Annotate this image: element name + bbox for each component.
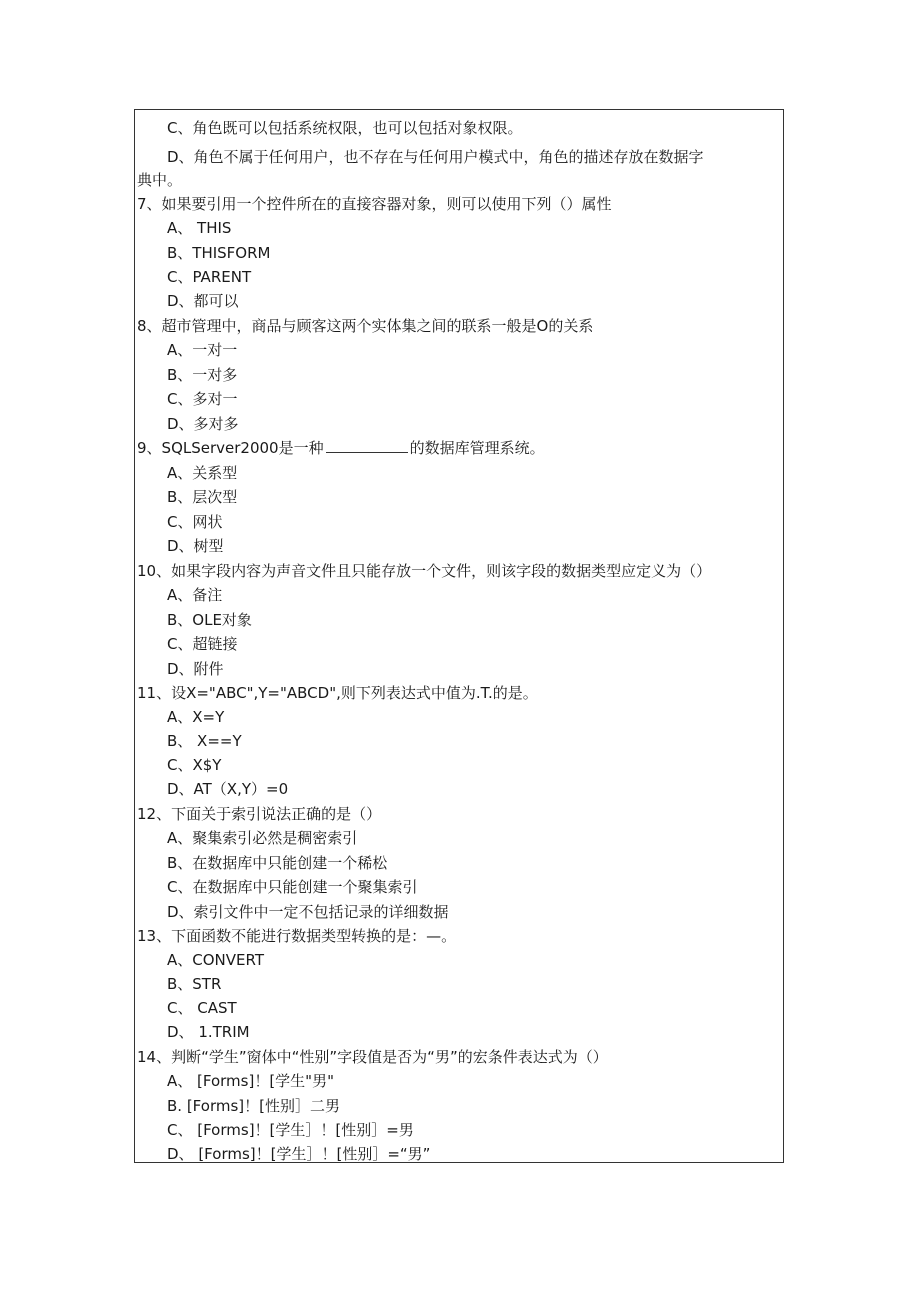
option-line: B、OLE对象 bbox=[167, 611, 252, 629]
option-line: C、超链接 bbox=[167, 635, 238, 653]
option-line: C、角色既可以包括系统权限，也可以包括对象权限。 bbox=[167, 119, 523, 137]
option-line: D、附件 bbox=[167, 660, 224, 678]
document-frame bbox=[134, 109, 784, 1163]
question-9 bbox=[137, 438, 545, 458]
option-line: D、AT（X,Y）=0 bbox=[167, 780, 289, 798]
fill-in-blank bbox=[326, 438, 408, 453]
option-line: C、 [Forms]！[学生］！[性别］=男 bbox=[167, 1121, 414, 1139]
option-line: D、索引文件中一定不包括记录的详细数据 bbox=[167, 903, 449, 921]
option-line: B、层次型 bbox=[167, 488, 238, 506]
option-line: B. [Forms]！[性别］二男 bbox=[167, 1097, 340, 1115]
option-line: D、角色不属于任何用户，也不存在与任何用户模式中，角色的描述存放在数据字 bbox=[167, 148, 704, 166]
question-10: 10、如果字段内容为声音文件且只能存放一个文件，则该字段的数据类型应定义为（） bbox=[137, 562, 712, 580]
option-line: A、 [Forms]！[学生"男" bbox=[167, 1072, 334, 1090]
option-line: C、X$Y bbox=[167, 756, 222, 774]
option-line: C、网状 bbox=[167, 513, 223, 531]
option-line: A、关系型 bbox=[167, 464, 238, 482]
question-8: 8、超市管理中，商品与顾客这两个实体集之间的联系一般是O的关系 bbox=[137, 317, 594, 335]
option-line: A、一对一 bbox=[167, 341, 238, 359]
option-line: C、PARENT bbox=[167, 268, 252, 286]
option-line: A、聚集索引必然是稠密索引 bbox=[167, 829, 358, 847]
option-line: C、 CAST bbox=[167, 999, 237, 1017]
option-line: B、一对多 bbox=[167, 366, 238, 384]
option-line: D、树型 bbox=[167, 537, 224, 555]
option-line: A、X=Y bbox=[167, 708, 225, 726]
option-line: C、在数据库中只能创建一个聚集索引 bbox=[167, 878, 418, 896]
option-line: D、 1.TRIM bbox=[167, 1023, 250, 1041]
option-line: D、都可以 bbox=[167, 292, 239, 310]
question-7: 7、如果要引用一个控件所在的直接容器对象，则可以使用下列（）属性 bbox=[137, 195, 612, 213]
question-11: 11、设X="ABC",Y="ABCD",则下列表达式中值为.T.的是。 bbox=[137, 684, 538, 702]
option-line: B、 X==Y bbox=[167, 732, 242, 750]
question-14: 14、判断“学生”窗体中“性别”字段值是否为“男”的宏条件表达式为（） bbox=[137, 1048, 608, 1066]
option-line: D、多对多 bbox=[167, 415, 239, 433]
question-12: 12、下面关于索引说法正确的是（） bbox=[137, 805, 382, 823]
option-line: A、 THIS bbox=[167, 219, 232, 237]
question-13: 13、下面函数不能进行数据类型转换的是：—。 bbox=[137, 927, 457, 945]
option-line: B、在数据库中只能创建一个稀松 bbox=[167, 854, 388, 872]
option-line: A、CONVERT bbox=[167, 951, 264, 969]
option-line-continued: 典中。 bbox=[137, 171, 183, 189]
question-9-text-after: 的数据库管理系统。 bbox=[409, 439, 545, 457]
question-9-text-before: 9、SQLServer2000是一种 bbox=[137, 439, 324, 457]
option-line: B、THISFORM bbox=[167, 244, 271, 262]
option-line: B、STR bbox=[167, 975, 222, 993]
option-line: C、多对一 bbox=[167, 390, 238, 408]
option-line: A、备注 bbox=[167, 586, 223, 604]
option-line: D、 [Forms]！[学生］！[性别］=“男” bbox=[167, 1145, 431, 1163]
